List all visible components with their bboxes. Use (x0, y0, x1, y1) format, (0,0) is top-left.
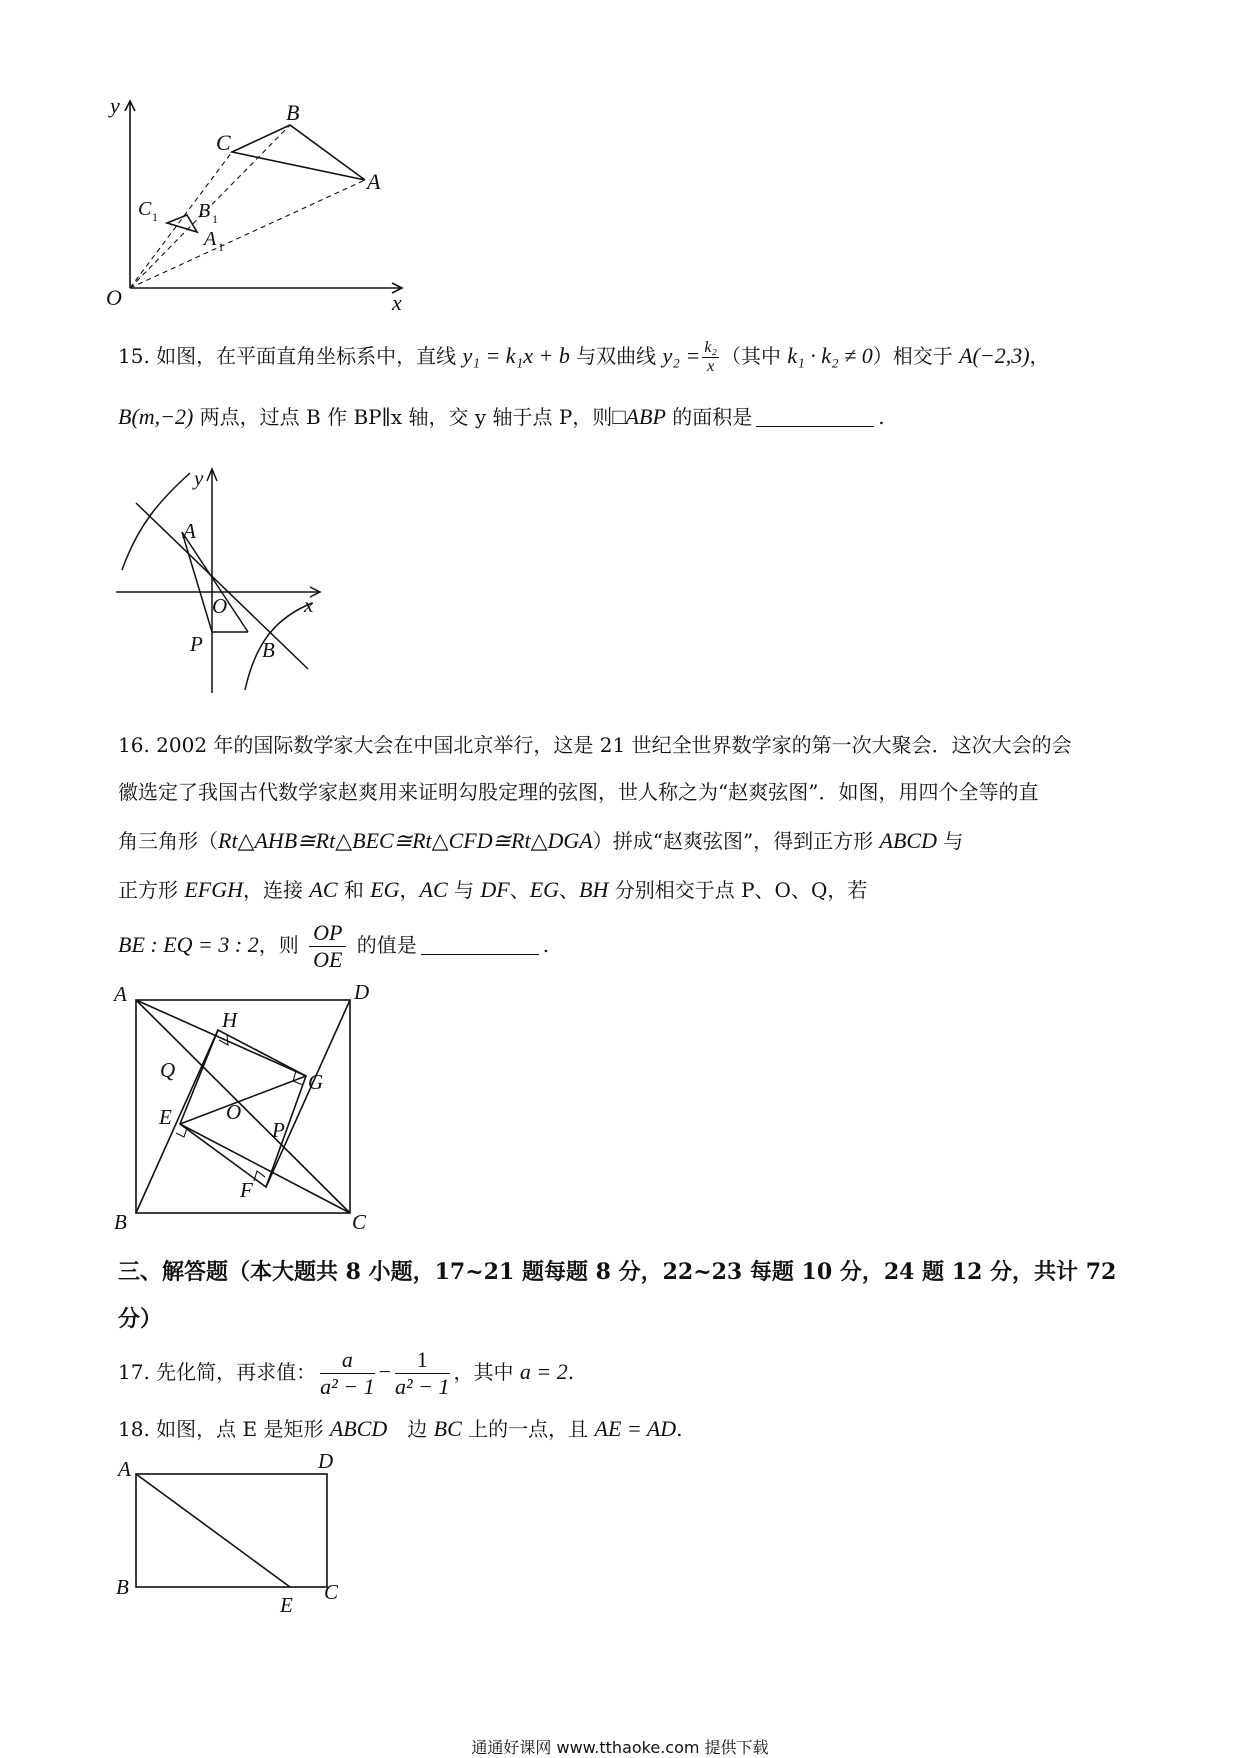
point-label-P: P (190, 632, 203, 656)
point-label-Q: Q (160, 1058, 176, 1082)
fraction-1-over-a2-1: $\frac{1}{\text{a² − 1}}$ (395, 1347, 450, 1399)
point-label-D: D (318, 1449, 334, 1473)
q17-line: 17. 先化简，再求值： $\frac{a}{\text{a² − 1}}$ − $\frac{1}{\text{a² − 1}}$ ，其中 a = 2. (118, 1347, 575, 1399)
point-label-O: O (226, 1100, 242, 1124)
q15-line-2: B(m,−2) 两点，过点 B 作 BP∥x 轴，交 y 轴于点 P，则□ABP 的面积是 . (118, 404, 885, 429)
point-label-A: A (118, 1457, 131, 1481)
point-label-B: B (116, 1575, 129, 1599)
point-label-A: A (183, 519, 196, 543)
answer-blank-q15[interactable] (756, 406, 874, 427)
q16-line-5: BE : EQ = 3 : 2，则 $\frac{OP}{OE}$ 的值是 . (118, 920, 550, 972)
point-label-D: D (354, 980, 370, 1004)
point-label-A1-sub: 1 (218, 240, 224, 254)
figure-q15 (108, 465, 338, 705)
point-label-C1-sub: 1 (152, 210, 158, 224)
point-label-E: E (280, 1593, 293, 1617)
point-label-H: H (222, 1008, 238, 1032)
q16-line-4: 正方形 EFGH，连接 AC 和 EG，AC 与 DF、EG、BH 分别相交于点 P、O、Q，若 (118, 877, 868, 902)
section-heading: 三、解答题（本大题共 8 小题，17~21 题每题 8 分，22~23 每题 10 分，24 题 12 分，共计 72 (118, 1259, 1117, 1285)
y-axis-label: y (110, 93, 120, 118)
q16-line-3: 角三角形（Rt△AHB≅Rt△BEC≅Rt△CFD≅Rt△DGA）拼成“赵爽弦图”，得到正方形 ABCD 与 (118, 828, 964, 853)
point-label-C: C (216, 130, 231, 155)
point-label-B: B (262, 638, 275, 662)
point-label-A: A (114, 982, 127, 1006)
q16-line-2: 徽选定了我国古代数学家赵爽用来证明勾股定理的弦图，世人称之为“赵爽弦图”．如图，用四个全等的直 (118, 780, 1039, 804)
figure-q16 (100, 980, 400, 1235)
origin-label: O (106, 285, 122, 310)
fraction-a-over-a2-1: $\frac{a}{\text{a² − 1}}$ (320, 1347, 375, 1399)
x-axis-label: x (392, 290, 402, 315)
point-label-B: B (286, 100, 300, 125)
point-label-C: C (324, 1580, 339, 1604)
point-label-C1: C (138, 198, 152, 220)
point-label-B1: B (198, 200, 211, 222)
origin-label: O (212, 594, 228, 618)
figure-q18 (100, 1449, 360, 1617)
point-label-C: C (352, 1210, 367, 1234)
point-label-B1-sub: 1 (212, 212, 218, 226)
q16-line-1: 16. 2002 年的国际数学家大会在中国北京举行，这是 21 世纪全世界数学家的第一次大聚会．这次大会的会 (118, 733, 1072, 757)
fraction-op-over-oe: $\frac{OP}{OE}$ (309, 920, 346, 973)
point-label-P: P (272, 1118, 285, 1142)
section-heading-cont: 分） (118, 1306, 163, 1332)
q18-line: 18. 如图，点 E 是矩形 ABCD 边 BC 上的一点，且 AE = AD. (118, 1416, 683, 1441)
answer-blank-q16[interactable] (421, 934, 539, 955)
point-label-B: B (114, 1210, 127, 1234)
point-label-G: G (308, 1070, 324, 1094)
fraction-k2-over-x: $\frac{\text{k₂}}{x}$ (704, 339, 717, 375)
figure-q14 (100, 95, 480, 315)
y-axis-label: y (194, 466, 204, 490)
point-label-E: E (159, 1105, 172, 1129)
page-footer: 通通好课网 www.tthaoke.com 提供下载 (471, 1738, 769, 1757)
point-label-F: F (240, 1178, 253, 1202)
point-label-A: A (367, 169, 381, 194)
q15-line-1: 15. 如图，在平面直角坐标系中，直线 y₁ = k₁x + b 与双曲线 y₂ = $\frac{\text{k₂}}{x}$ （其中 k₁ · k₂ ≠ 0）相交于 A(−2,3)， (118, 339, 1050, 375)
point-label-A1: A (204, 228, 217, 250)
x-axis-label: x (304, 593, 314, 617)
